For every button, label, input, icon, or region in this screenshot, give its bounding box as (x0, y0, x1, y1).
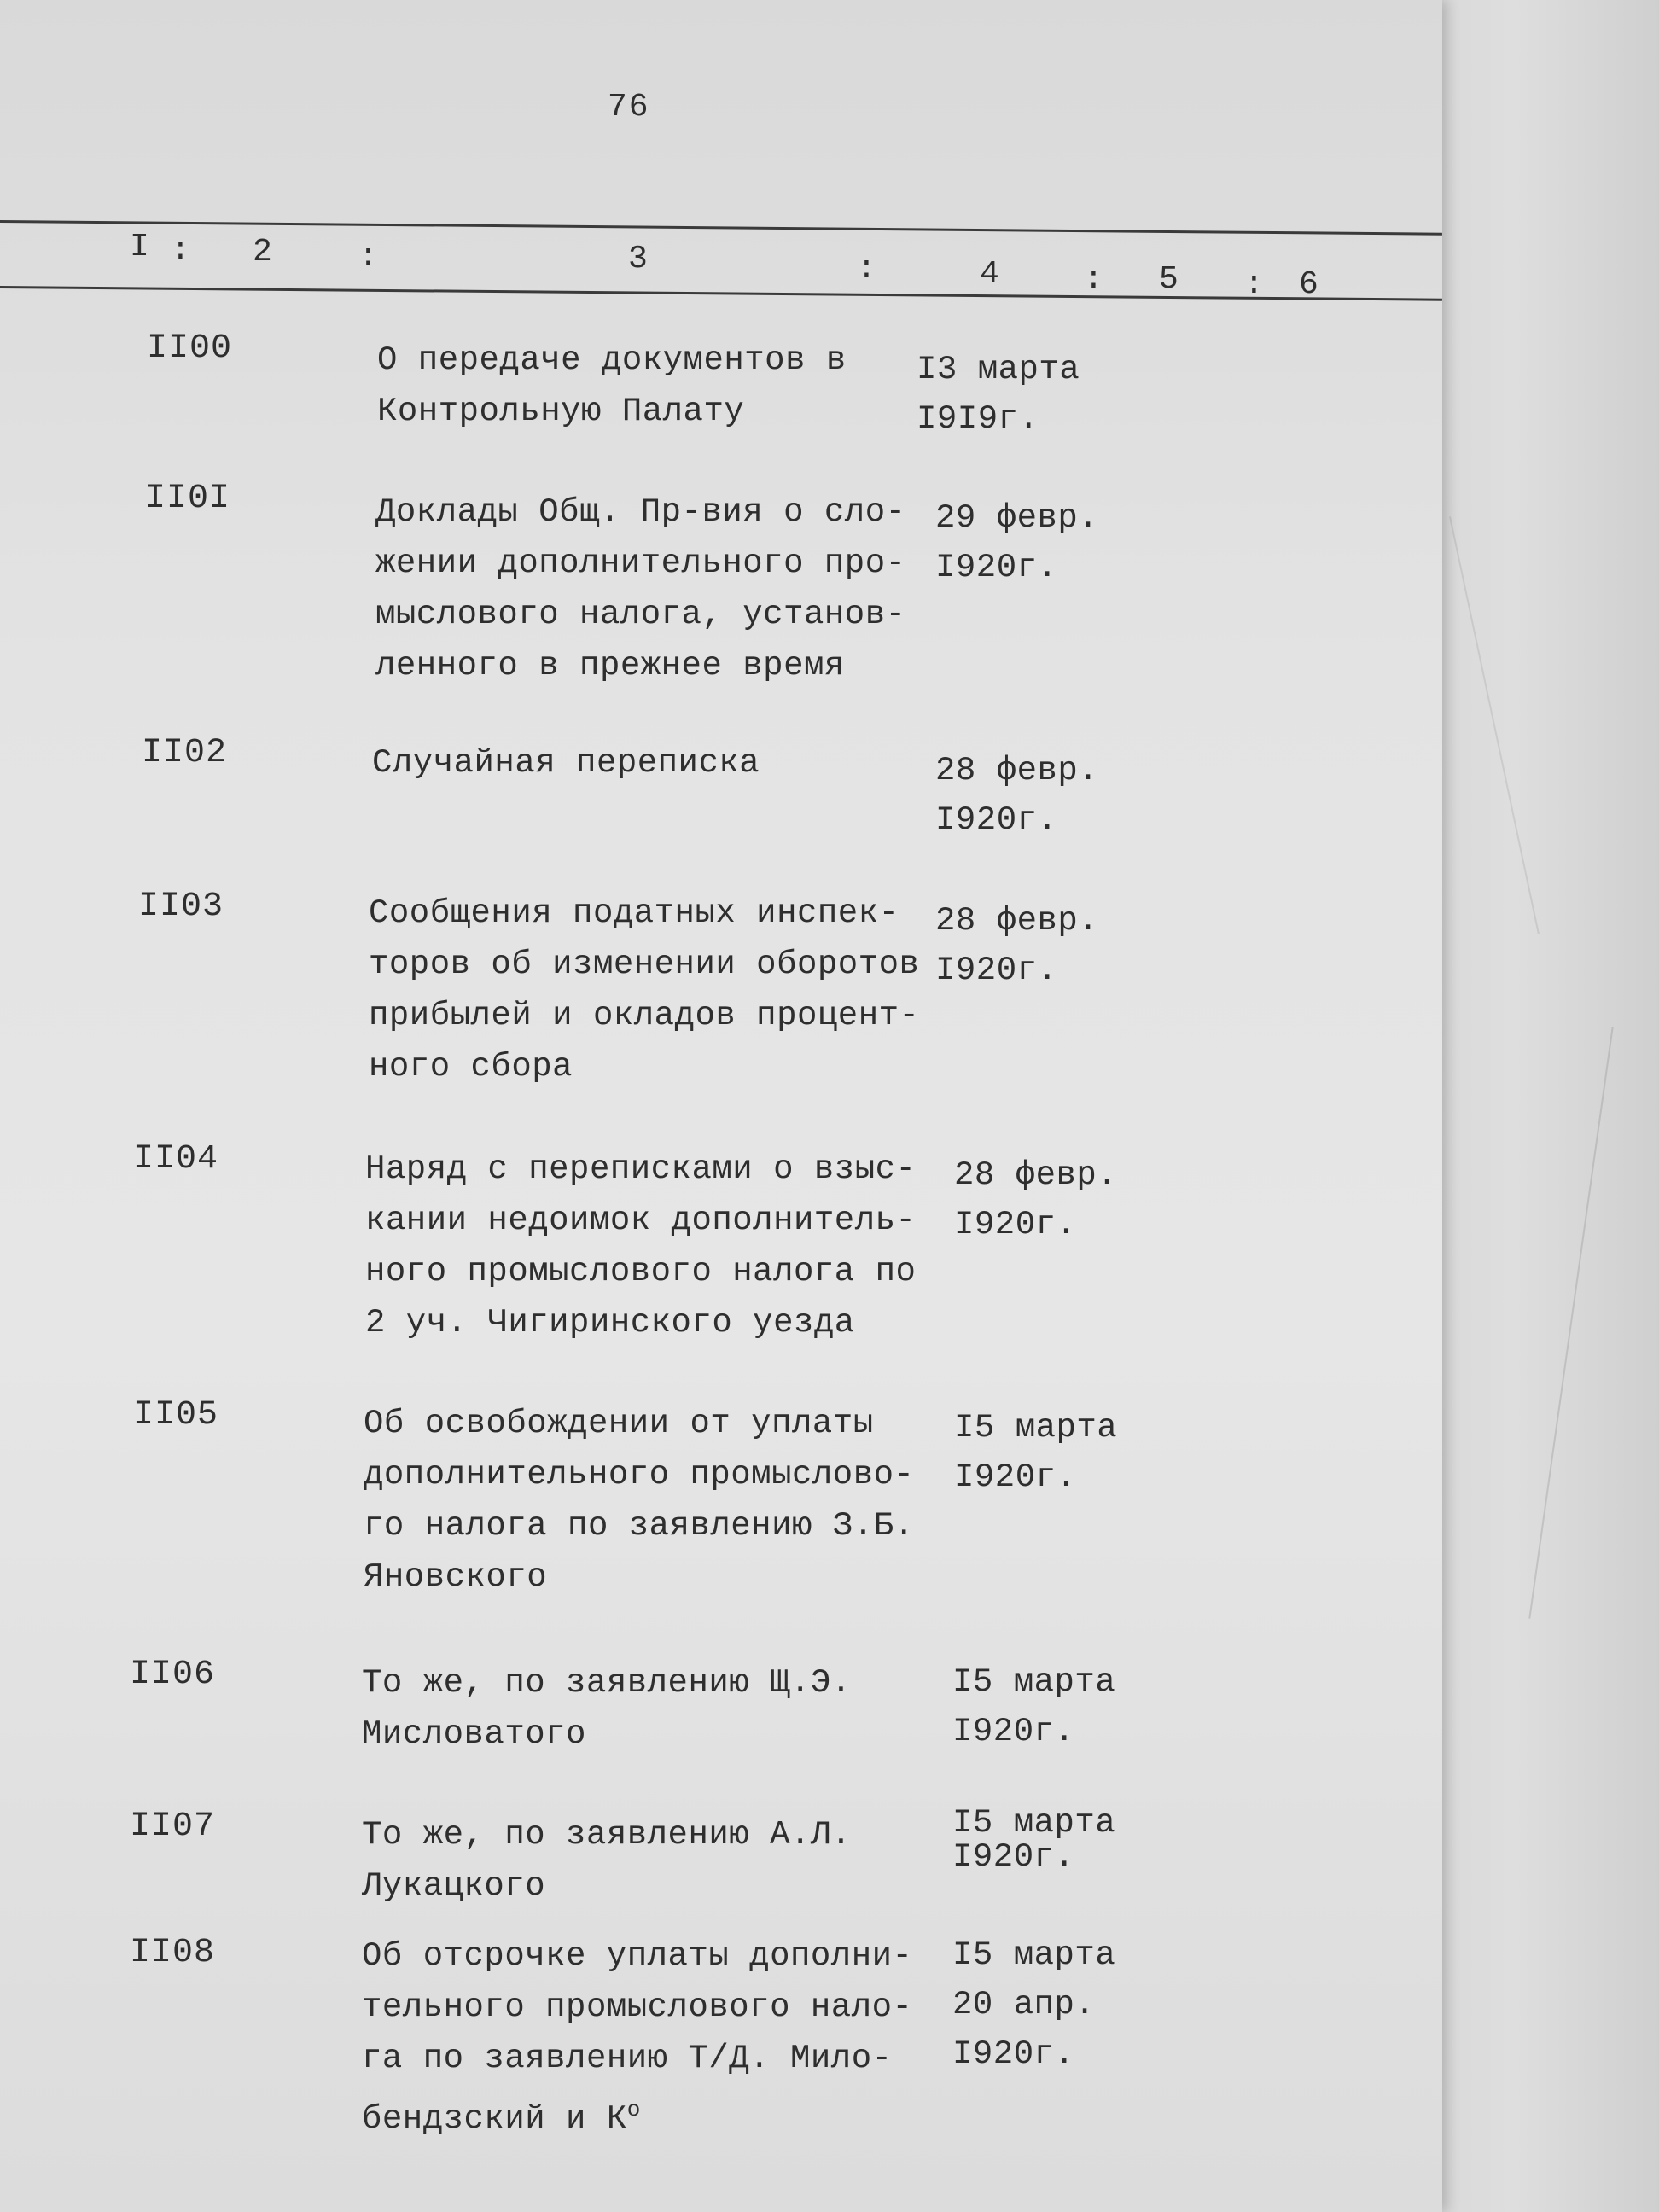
column-header-5: 5 (1159, 261, 1179, 298)
table-header-bottom-rule (0, 286, 1442, 301)
paper-crease (1449, 516, 1540, 934)
entry-title: О передаче документов в Контрольную Палату (377, 341, 847, 430)
paper-crease (1528, 1027, 1613, 1618)
entry-date: I5 марта I920г. (954, 1409, 1118, 1496)
column-separator: : (1084, 261, 1103, 298)
entry-title: Сообщения податных инспек- торов об изменении оборотов прибылей и окладов процент- ного сбора (369, 894, 920, 1086)
entry-title: Об освобождении от уплаты дополнительного промыслово- го налога по заявлению З.Б. Яновского (364, 1405, 915, 1596)
entry-title: Доклады Общ. Пр-вия о сло- жении дополнительного про- мыслового налога, установ- ленного в прежнее время (375, 493, 906, 684)
entry-title: Случайная переписка (372, 744, 760, 782)
entry-number: II06 (130, 1656, 216, 1694)
column-separator: : (358, 239, 378, 276)
entry-date: 28 февр. I920г. (954, 1156, 1118, 1243)
back-sheet (1417, 0, 1659, 2212)
entry-number: II02 (142, 734, 228, 772)
entry-date: I5 марта I920г. (952, 1663, 1116, 1750)
page-number: 76 (608, 89, 650, 125)
entry-date: 28 февр. I920г. (935, 752, 1099, 839)
entry-date: 28 февр. I920г. (935, 902, 1099, 989)
entry-number: II03 (138, 888, 224, 926)
entry-number: II00 (147, 329, 233, 368)
entry-date: 29 февр. I920г. (935, 499, 1099, 586)
column-header-4: 4 (980, 256, 999, 293)
entry-number: II07 (130, 1807, 216, 1846)
table-header-top-rule (0, 220, 1442, 236)
entry-date: I5 марта 20 апр. I920г. (952, 1936, 1116, 2073)
entry-date: I3 марта I9I9г. (917, 351, 1080, 438)
entry-number: II08 (130, 1934, 216, 1972)
entry-number: II0I (145, 480, 231, 518)
column-separator: : (1244, 266, 1264, 303)
entry-title: То же, по заявлению А.Л. Лукацкого (362, 1816, 852, 1905)
entry-date: I5 марта I920г. (952, 1804, 1116, 1876)
entry-number: II04 (133, 1140, 219, 1179)
column-header-2: 2 (253, 234, 272, 271)
column-header-1: I (130, 229, 149, 265)
column-separator: : (857, 251, 876, 288)
column-header-3: 3 (628, 241, 648, 277)
entry-number: II05 (133, 1396, 219, 1435)
column-separator: : (171, 232, 190, 269)
superscript-o: о (626, 2097, 641, 2122)
entry-title: То же, по заявлению Щ.Э. Мисловатого (362, 1664, 852, 1753)
entry-title: Об отсрочке уплаты дополни- тельного промыслового нало- га по заявлению Т/Д. Мило- бендзский и $К^о$ (362, 1937, 913, 2138)
column-header-6: 6 (1299, 266, 1318, 303)
entry-title: Наряд с переписками о взыс- кании недоимок дополнитель- ного промыслового налога по 2 уч. Чигиринского уезда (365, 1150, 917, 1342)
